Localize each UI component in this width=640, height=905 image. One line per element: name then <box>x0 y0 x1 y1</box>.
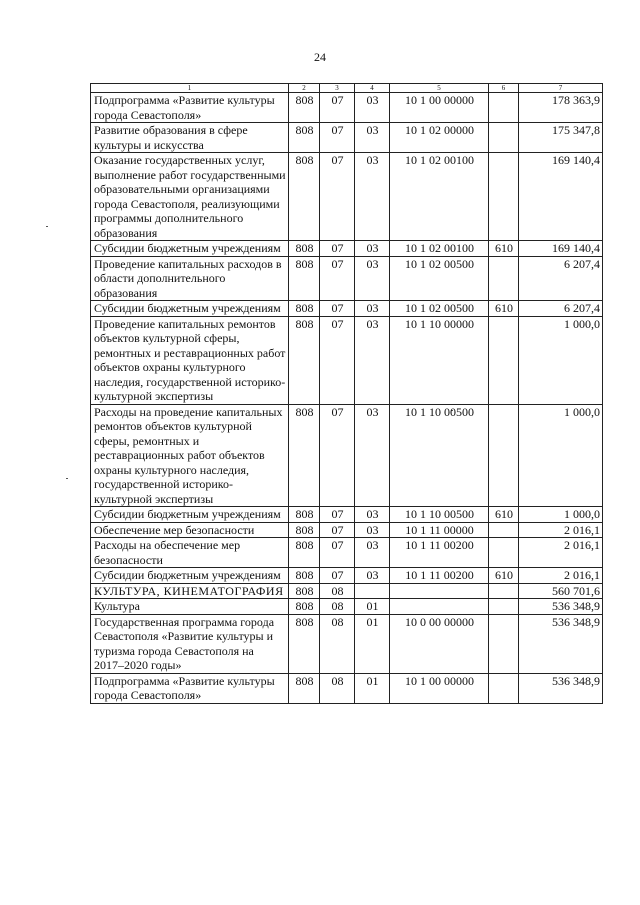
row-subsection-code: 03 <box>355 568 390 584</box>
row-subsection-code: 03 <box>355 241 390 257</box>
row-expense-type <box>489 614 519 673</box>
row-subsection-code: 03 <box>355 301 390 317</box>
row-section-code: 07 <box>320 568 355 584</box>
row-expense-type <box>489 316 519 404</box>
row-subsection-code: 03 <box>355 123 390 153</box>
row-target-code: 10 1 11 00000 <box>390 522 489 538</box>
table-row <box>91 614 603 673</box>
table-row <box>91 673 603 703</box>
row-expense-type <box>489 599 519 615</box>
row-target-code: 10 1 10 00500 <box>390 507 489 523</box>
column-number: 5 <box>390 84 489 93</box>
column-number: 4 <box>355 84 390 93</box>
table-row <box>91 538 603 568</box>
row-target-code <box>390 583 489 599</box>
column-number: 7 <box>519 84 603 93</box>
row-name: КУЛЬТУРА, КИНЕМАТОГРАФИЯ <box>91 583 289 599</box>
row-name: Субсидии бюджетным учреждениям <box>91 241 289 257</box>
row-amount: 2 016,1 <box>519 522 603 538</box>
row-section-code: 08 <box>320 599 355 615</box>
row-subsection-code <box>355 583 390 599</box>
row-expense-type: 610 <box>489 507 519 523</box>
row-name: Культура <box>91 599 289 615</box>
row-expense-type <box>489 256 519 301</box>
column-number-row <box>91 84 603 93</box>
table-row <box>91 256 603 301</box>
row-gr-code: 808 <box>289 123 320 153</box>
page-number: 24 <box>314 50 326 64</box>
row-section-code: 07 <box>320 301 355 317</box>
row-gr-code: 808 <box>289 153 320 241</box>
row-gr-code: 808 <box>289 673 320 703</box>
row-target-code: 10 1 11 00200 <box>390 538 489 568</box>
row-target-code: 10 1 10 00500 <box>390 404 489 507</box>
row-subsection-code: 03 <box>355 256 390 301</box>
row-amount: 169 140,4 <box>519 241 603 257</box>
table-row <box>91 507 603 523</box>
row-expense-type <box>489 522 519 538</box>
row-gr-code: 808 <box>289 93 320 123</box>
row-subsection-code: 03 <box>355 316 390 404</box>
row-target-code: 10 1 10 00000 <box>390 316 489 404</box>
row-name: Государственная программа города Севастополя «Развитие культуры и туризма города Севастополя на 2017–2020 годы» <box>91 614 289 673</box>
row-gr-code: 808 <box>289 256 320 301</box>
row-gr-code: 808 <box>289 583 320 599</box>
table-row <box>91 568 603 584</box>
row-subsection-code: 01 <box>355 614 390 673</box>
row-gr-code: 808 <box>289 538 320 568</box>
row-amount: 169 140,4 <box>519 153 603 241</box>
scan-speck <box>66 478 68 479</box>
row-subsection-code: 03 <box>355 507 390 523</box>
table-row <box>91 241 603 257</box>
row-gr-code: 808 <box>289 301 320 317</box>
row-amount: 1 000,0 <box>519 316 603 404</box>
row-subsection-code: 01 <box>355 673 390 703</box>
column-number: 2 <box>289 84 320 93</box>
row-name: Субсидии бюджетным учреждениям <box>91 301 289 317</box>
row-target-code: 10 1 00 00000 <box>390 673 489 703</box>
row-section-code: 07 <box>320 538 355 568</box>
row-section-code: 07 <box>320 93 355 123</box>
table-row <box>91 522 603 538</box>
row-target-code: 10 1 02 00100 <box>390 241 489 257</box>
row-amount: 6 207,4 <box>519 256 603 301</box>
column-number: 1 <box>91 84 289 93</box>
table-row <box>91 404 603 507</box>
row-name: Расходы на проведение капитальных ремонтов объектов культурной сферы, ремонтных и реставрационных работ объектов охраны культурного наследия, государственной историко-культурной экспертизы <box>91 404 289 507</box>
row-section-code: 07 <box>320 123 355 153</box>
row-subsection-code: 03 <box>355 522 390 538</box>
row-expense-type <box>489 93 519 123</box>
budget-table <box>90 83 603 704</box>
row-name: Оказание государственных услуг, выполнение работ государственными образовательными организациями города Севастополя, реализующими программы дополнительного образования <box>91 153 289 241</box>
row-gr-code: 808 <box>289 316 320 404</box>
row-name: Расходы на обеспечение мер безопасности <box>91 538 289 568</box>
row-name: Подпрограмма «Развитие культуры города Севастополя» <box>91 93 289 123</box>
row-amount: 1 000,0 <box>519 507 603 523</box>
row-name: Развитие образования в сфере культуры и искусства <box>91 123 289 153</box>
table-row <box>91 301 603 317</box>
row-section-code: 07 <box>320 522 355 538</box>
row-name: Обеспечение мер безопасности <box>91 522 289 538</box>
scan-speck <box>46 226 48 227</box>
row-expense-type <box>489 153 519 241</box>
row-subsection-code: 03 <box>355 93 390 123</box>
row-expense-type <box>489 673 519 703</box>
table-row <box>91 123 603 153</box>
row-expense-type <box>489 123 519 153</box>
row-name: Проведение капитальных ремонтов объектов культурной сферы, ремонтных и реставрационных работ объектов охраны культурного наследия, государственной историко-культурной экспертизы <box>91 316 289 404</box>
row-amount: 178 363,9 <box>519 93 603 123</box>
row-amount: 2 016,1 <box>519 568 603 584</box>
row-gr-code: 808 <box>289 241 320 257</box>
row-target-code: 10 1 02 00100 <box>390 153 489 241</box>
row-section-code: 07 <box>320 507 355 523</box>
row-expense-type <box>489 404 519 507</box>
row-section-code: 08 <box>320 614 355 673</box>
row-gr-code: 808 <box>289 404 320 507</box>
row-section-code: 07 <box>320 256 355 301</box>
row-amount: 536 348,9 <box>519 614 603 673</box>
table-row <box>91 153 603 241</box>
table-row <box>91 316 603 404</box>
row-subsection-code: 03 <box>355 404 390 507</box>
column-number: 6 <box>489 84 519 93</box>
row-target-code: 10 1 02 00500 <box>390 256 489 301</box>
row-gr-code: 808 <box>289 507 320 523</box>
row-section-code: 07 <box>320 153 355 241</box>
row-subsection-code: 03 <box>355 538 390 568</box>
row-expense-type <box>489 538 519 568</box>
row-expense-type: 610 <box>489 241 519 257</box>
row-amount: 536 348,9 <box>519 673 603 703</box>
row-expense-type <box>489 583 519 599</box>
row-amount: 175 347,8 <box>519 123 603 153</box>
row-gr-code: 808 <box>289 599 320 615</box>
row-name: Субсидии бюджетным учреждениям <box>91 507 289 523</box>
row-section-code: 07 <box>320 241 355 257</box>
row-section-code: 07 <box>320 316 355 404</box>
row-gr-code: 808 <box>289 522 320 538</box>
row-name: Проведение капитальных расходов в области дополнительного образования <box>91 256 289 301</box>
row-target-code: 10 1 00 00000 <box>390 93 489 123</box>
row-subsection-code: 01 <box>355 599 390 615</box>
row-amount: 560 701,6 <box>519 583 603 599</box>
row-amount: 6 207,4 <box>519 301 603 317</box>
row-section-code: 07 <box>320 404 355 507</box>
row-target-code: 10 1 11 00200 <box>390 568 489 584</box>
column-number: 3 <box>320 84 355 93</box>
row-amount: 536 348,9 <box>519 599 603 615</box>
row-target-code: 10 1 02 00500 <box>390 301 489 317</box>
table-row <box>91 599 603 615</box>
row-target-code: 10 1 02 00000 <box>390 123 489 153</box>
row-target-code <box>390 599 489 615</box>
row-amount: 2 016,1 <box>519 538 603 568</box>
row-expense-type: 610 <box>489 568 519 584</box>
row-gr-code: 808 <box>289 614 320 673</box>
row-amount: 1 000,0 <box>519 404 603 507</box>
row-subsection-code: 03 <box>355 153 390 241</box>
table-row <box>91 583 603 599</box>
row-target-code: 10 0 00 00000 <box>390 614 489 673</box>
row-name: Подпрограмма «Развитие культуры города Севастополя» <box>91 673 289 703</box>
row-section-code: 08 <box>320 583 355 599</box>
row-expense-type: 610 <box>489 301 519 317</box>
table-row <box>91 93 603 123</box>
row-name: Субсидии бюджетным учреждениям <box>91 568 289 584</box>
row-section-code: 08 <box>320 673 355 703</box>
row-gr-code: 808 <box>289 568 320 584</box>
